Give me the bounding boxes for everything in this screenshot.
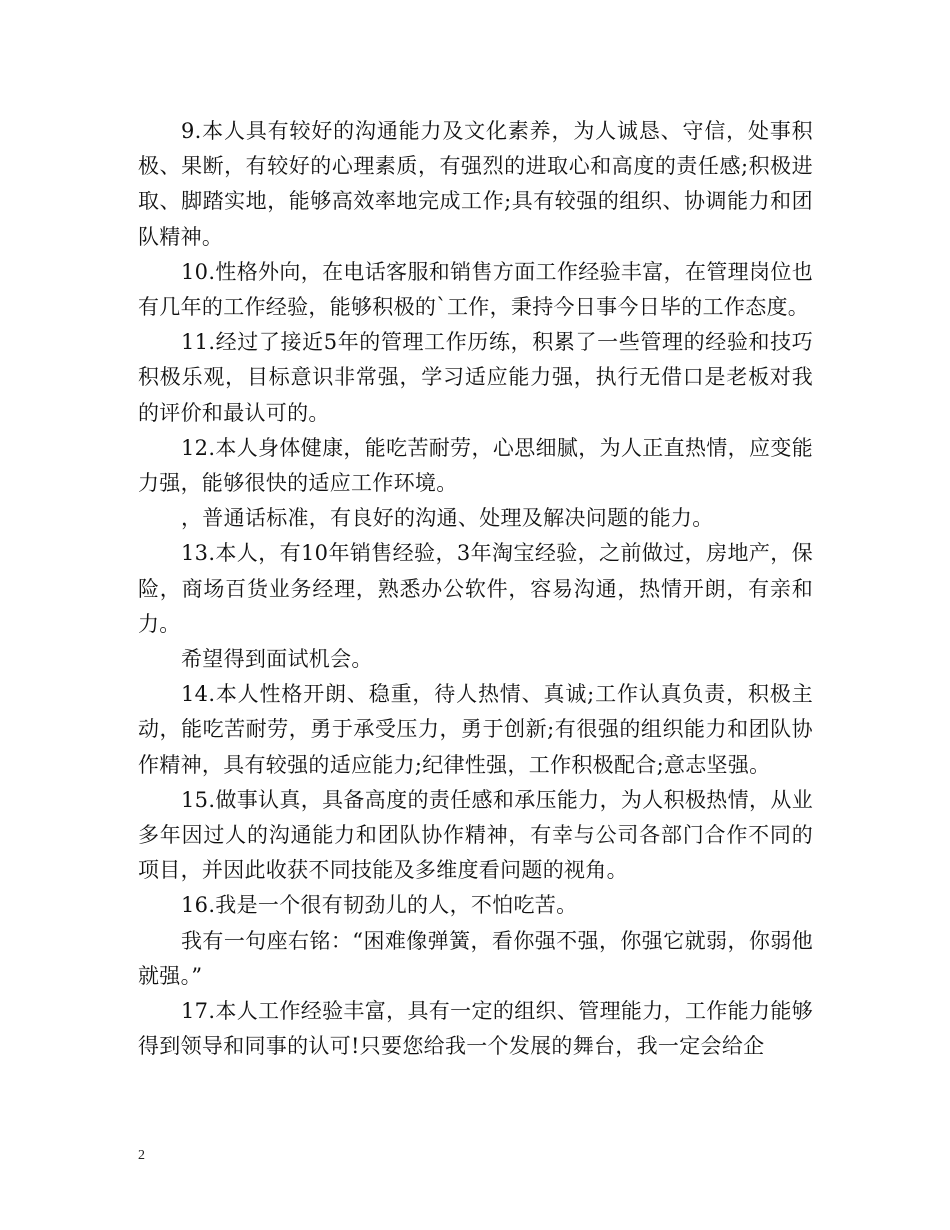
paragraph-item-9: 9.本人具有较好的沟通能力及文化素养，为人诚恳、守信，处事积极、果断，有较好的心理素质，有强烈的进取心和高度的责任感;积极进取、脚踏实地，能够高效率地完成工作;具有较强的组织、协调能力和团队精神。 (138, 119, 813, 249)
paragraph-item-10: 10.性格外向，在电话客服和销售方面工作经验丰富，在管理岗位也有几年的工作经验，能够积极的`工作，秉持今日事今日毕的工作态度。 (138, 259, 813, 320)
paragraph-item-14: 14.本人性格开朗、稳重，待人热情、真诚;工作认真负责，积极主动，能吃苦耐劳，勇于承受压力，勇于创新;有很强的组织能力和团队协作精神，具有较强的适应能力;纪律性强，工作积极配合;意志坚强。 (138, 682, 813, 777)
paragraph-continuation: ，普通话标准，有良好的沟通、处理及解决问题的能力。 (181, 506, 714, 531)
paragraph-item-17: 17.本人工作经验丰富，具有一定的组织、管理能力，工作能力能够得到领导和同事的认可!只要您给我一个发展的舞台，我一定会给企 (138, 999, 813, 1059)
paragraph-interview-request: 希望得到面试机会。 (181, 647, 373, 672)
paragraph-item-15: 15.做事认真，具备高度的责任感和承压能力，为人积极热情，从业多年因过人的沟通能力和团队协作精神，有幸与公司各部门合作不同的项目，并因此收获不同技能及多维度看问题的视角。 (138, 787, 813, 883)
paragraph-motto: 我有一句座右铭：“困难像弹簧，看你强不强，你强它就弱，你弱他就强。” (138, 928, 813, 988)
paragraph-item-13: 13.本人，有10年销售经验，3年淘宝经验，之前做过，房地产，保险，商场百货业务经理，熟悉办公软件，容易沟通，热情开朗，有亲和力。 (138, 541, 813, 636)
document-body (138, 114, 813, 1064)
paragraph-item-11: 11.经过了接近5年的管理工作历练，积累了一些管理的经验和技巧积极乐观，目标意识非常强，学习适应能力强，执行无借口是老板对我的评价和最认可的。 (138, 330, 813, 425)
paragraph-item-12: 12.本人身体健康，能吃苦耐劳，心思细腻，为人正直热情，应变能力强，能够很快的适应工作环境。 (138, 435, 813, 496)
page-number: 2 (138, 1148, 145, 1163)
paragraph-item-16: 16.我是一个很有韧劲儿的人，不怕吃苦。 (181, 893, 578, 918)
